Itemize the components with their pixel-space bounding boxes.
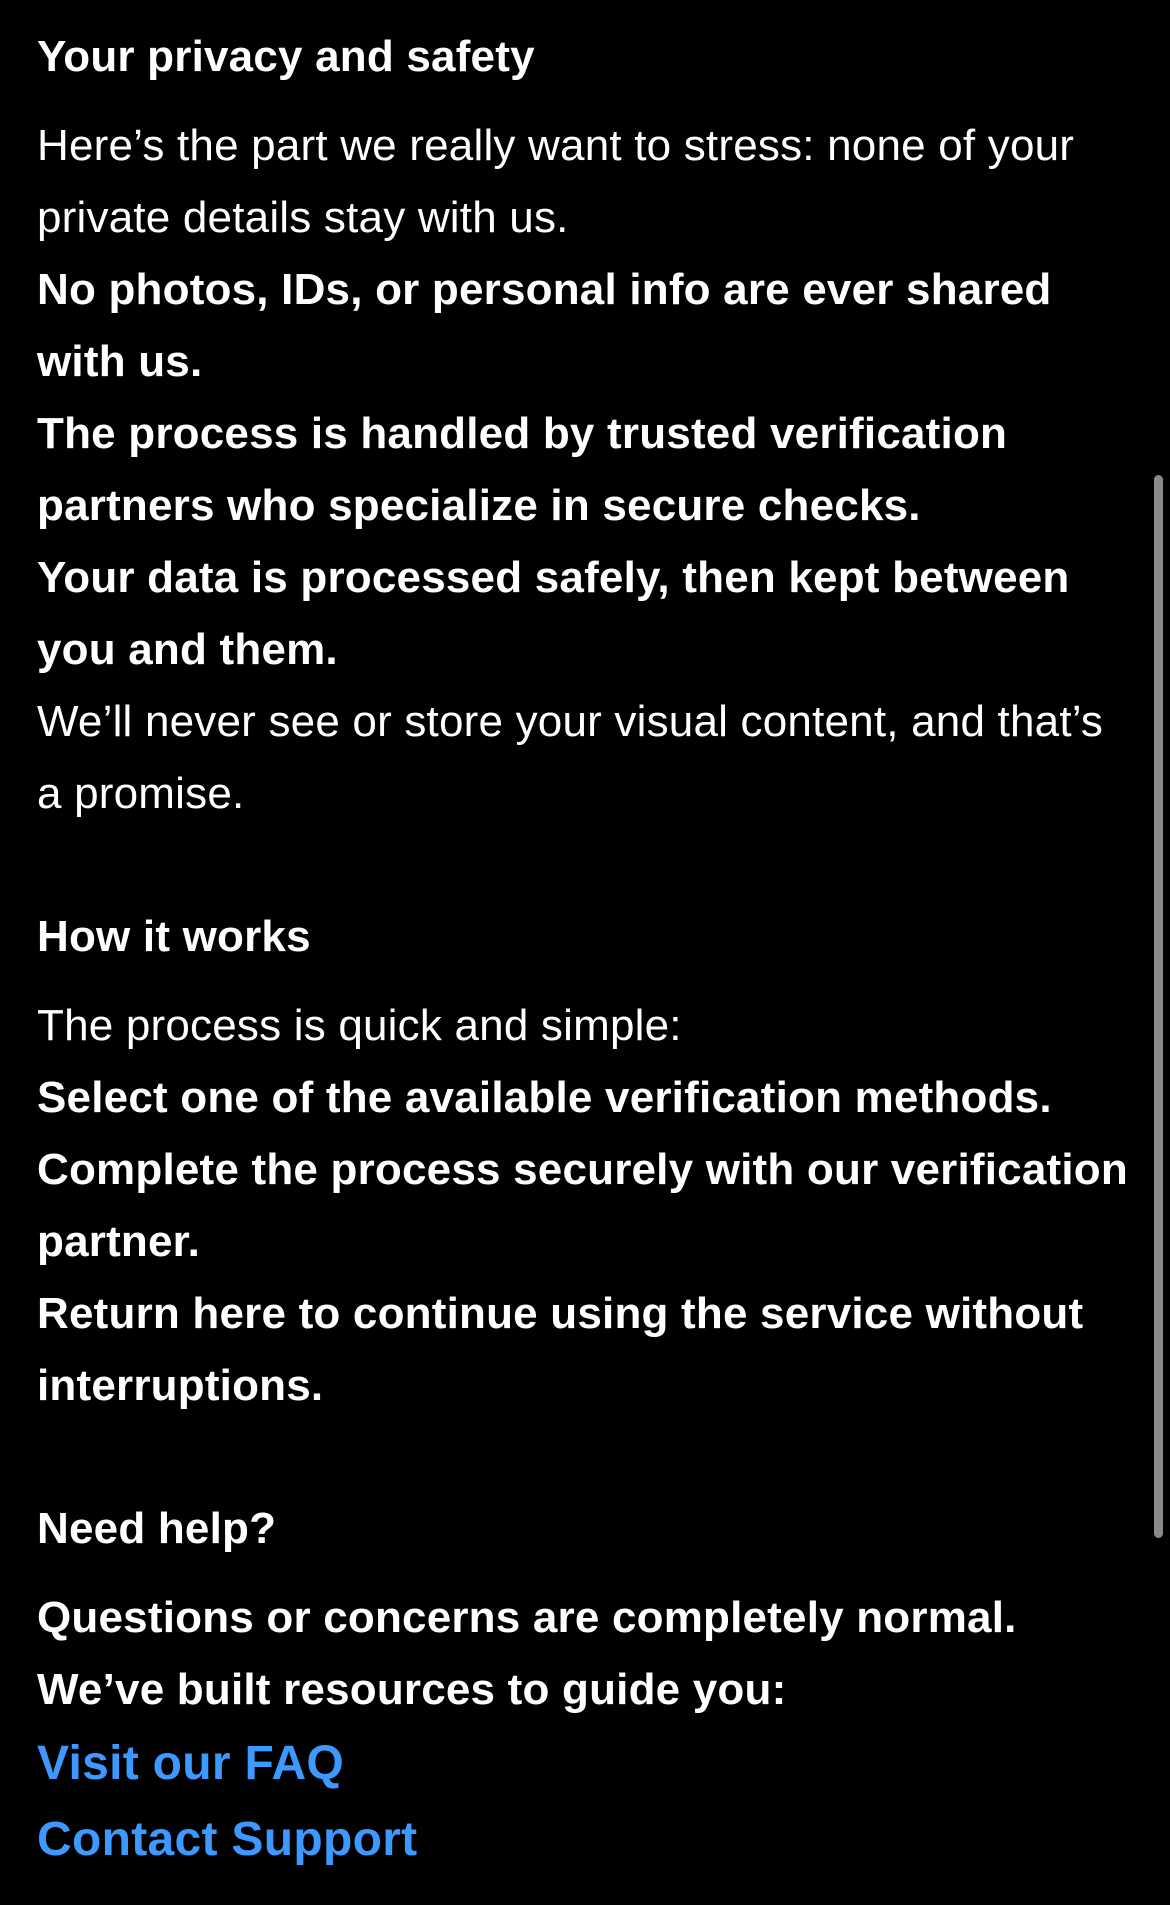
verification-info-content [37,24,1137,1878]
how-it-works-step: Return here to continue using the service without interruptions. [37,1289,1084,1410]
privacy-section [37,24,1137,830]
privacy-outro: We’ll never see or store your visual content, and that’s a promise. [37,697,1104,818]
privacy-point: Your data is processed safely, then kept between you and them. [37,553,1070,674]
privacy-heading: Your privacy and safety [37,32,535,81]
help-heading: Need help? [37,1504,277,1553]
faq-link[interactable]: Visit our FAQ [37,1737,345,1790]
how-it-works-heading: How it works [37,912,311,961]
privacy-point: The process is handled by trusted verification partners who specialize in secure checks. [37,409,1008,530]
privacy-intro: Here’s the part we really want to stress: none of your private details stay with us. [37,121,1075,242]
help-section [37,1496,1137,1878]
privacy-point: No photos, IDs, or personal info are ever shared with us. [37,265,1052,386]
vertical-scrollbar[interactable] [1154,475,1163,1538]
how-it-works-step: Complete the process securely with our verification partner. [37,1145,1128,1266]
how-it-works-intro: The process is quick and simple: [37,1001,682,1050]
how-it-works-step: Select one of the available verification methods. [37,1073,1052,1122]
help-intro: Questions or concerns are completely normal. We’ve built resources to guide you: [37,1593,1017,1714]
contact-support-link[interactable]: Contact Support [37,1813,418,1866]
how-it-works-section [37,904,1137,1422]
